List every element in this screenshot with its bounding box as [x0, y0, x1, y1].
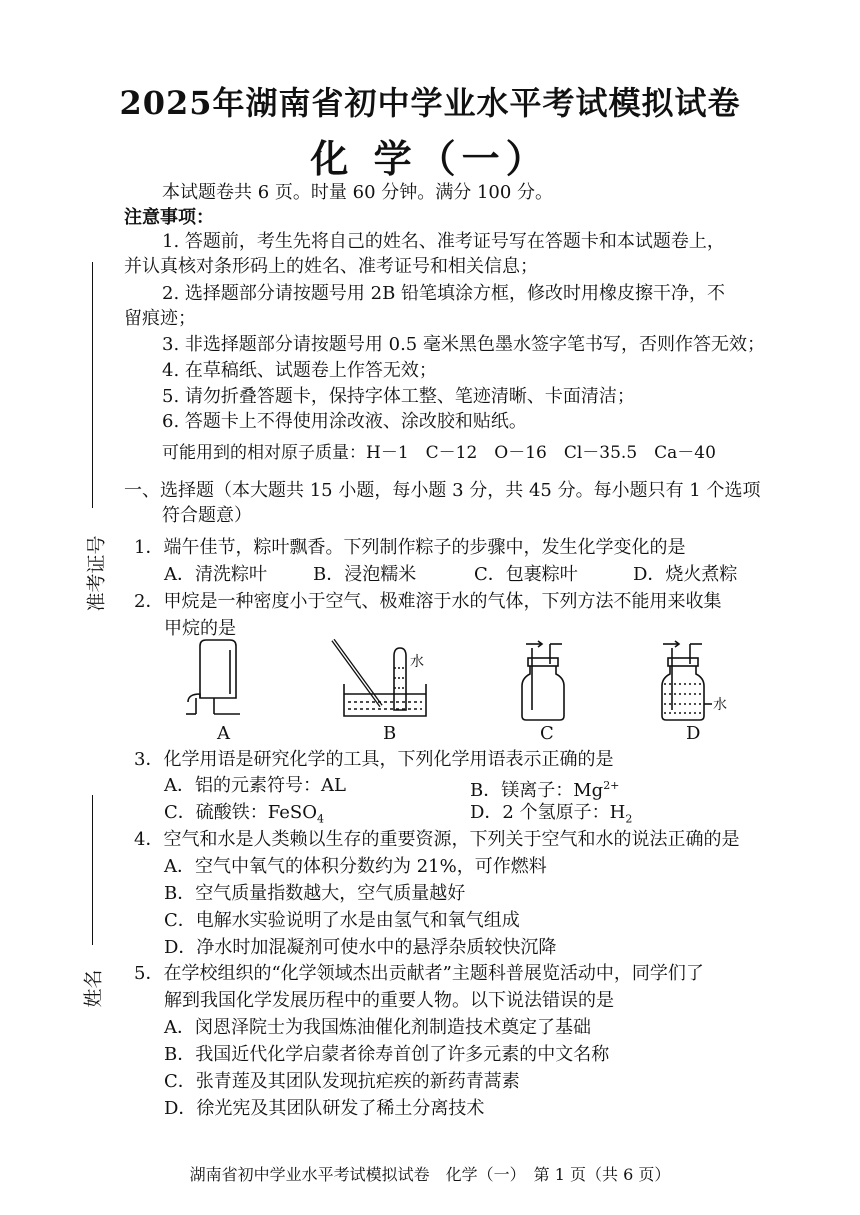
notice-item-6: 6. 答题卡上不得使用涂改液、涂改胶和贴纸。 [162, 411, 527, 432]
q1-option-c: C．包裹粽叶 [474, 564, 578, 585]
atomic-masses: 可能用到的相对原子质量：H－1 C－12 O－16 Cl－35.5 Ca－40 [162, 443, 716, 463]
q3-option-d: D．2 个氢原子：$H_2$ [470, 802, 633, 826]
notice-item-3: 3. 非选择题部分请按题号用 0.5 毫米黑色墨水签字笔书写，否则作答无效； [162, 334, 765, 355]
question-5-stem: 5．在学校组织的“化学领域杰出贡献者”主题科普展览活动中，同学们了 [134, 963, 704, 984]
notice-item-1: 1. 答题前，考生先将自己的姓名、准考证号写在答题卡和本试题卷上， [162, 231, 725, 252]
diagram-label-b: B [383, 723, 397, 744]
q4-option-d: D．净水时加混凝剂可使水中的悬浮杂质较快沉降 [164, 937, 557, 958]
h2-subscript: 2 [625, 812, 633, 826]
notice-heading: 注意事项： [124, 207, 214, 228]
notice-item-5: 5. 请勿折叠答题卡，保持字体工整、笔迹清晰、卡面清洁； [162, 386, 635, 407]
diagram-label-a: A [217, 723, 230, 744]
subject-title: 化 学（一） [310, 136, 550, 181]
gas-collection-diagrams [178, 638, 738, 743]
page-footer: 湖南省初中学业水平考试模拟试卷 化学（一） 第 1 页（共 6 页） [189, 1165, 671, 1184]
q4-option-c: C．电解水实验说明了水是由氢气和氧气组成 [164, 910, 520, 931]
diagram-label-d: D [686, 723, 701, 744]
q3-option-b: B．镁离子：$Mg^{2+}$ [470, 779, 620, 801]
apparatus-a-icon [186, 640, 240, 714]
q5-option-c: C．张青莲及其团队发现抗疟疾的新药青蒿素 [164, 1071, 520, 1092]
name-label: 姓名 [82, 969, 105, 1008]
notice-item-1-cont: 并认真核对条形码上的姓名、准考证号和相关信息； [124, 256, 538, 277]
q1-option-a: A．清洗粽叶 [164, 564, 267, 585]
q1-option-d: D．烧火煮粽 [633, 564, 738, 585]
diagram-label-c: C [540, 723, 554, 744]
b-water-label: 水 [410, 653, 424, 669]
apparatus-b-icon [333, 640, 426, 716]
mg-charge: 2+ [603, 779, 620, 792]
apparatus-c-icon [522, 641, 564, 720]
question-2-stem: 2．甲烷是一种密度小于空气、极难溶于水的气体，下列方法不能用来收集 [134, 591, 722, 612]
exam-info: 本试题卷共 6 页。时量 60 分钟。满分 100 分。 [162, 182, 554, 203]
notice-item-4: 4. 在草稿纸、试题卷上作答无效； [162, 360, 437, 381]
question-1-stem: 1．端午佳节，粽叶飘香。下列制作粽子的步骤中，发生化学变化的是 [134, 537, 686, 558]
q5-option-d: D．徐光宪及其团队研发了稀土分离技术 [164, 1098, 485, 1119]
section-heading-cont: 符合题意） [162, 505, 252, 526]
section-heading: 一、选择题（本大题共 15 小题，每小题 3 分，共 45 分。每小题只有 1 个选项 [124, 480, 761, 501]
apparatus-d-icon [662, 641, 712, 720]
q3-option-a: A．铝的元素符号：AL [164, 775, 346, 796]
exam-id-label: 准考证号 [85, 535, 108, 612]
sulfate-subscript: 4 [317, 812, 325, 826]
question-3-stem: 3．化学用语是研究化学的工具，下列化学用语表示正确的是 [134, 749, 614, 770]
q4-option-a: A．空气中氧气的体积分数约为 21%，可作燃料 [164, 856, 547, 877]
question-5-stem-cont: 解到我国化学发展历程中的重要人物。以下说法错误的是 [164, 990, 614, 1011]
q3-option-c: C．硫酸铁：FeSO$_4$ [164, 802, 325, 826]
notice-item-2-cont: 留痕迹； [124, 308, 196, 329]
question-4-stem: 4．空气和水是人类赖以生存的重要资源，下列关于空气和水的说法正确的是 [134, 829, 740, 850]
d-water-label: 水 [713, 696, 727, 712]
question-1-options [164, 563, 737, 587]
name-line [92, 795, 93, 945]
q1-option-b: B．浸泡糯米 [313, 564, 417, 585]
q5-option-b: B．我国近代化学启蒙者徐寿首创了许多元素的中文名称 [164, 1044, 610, 1065]
notice-item-2: 2. 选择题部分请按题号用 2B 铅笔填涂方框，修改时用橡皮擦干净，不 [162, 283, 726, 304]
q5-option-a: A．闵恩泽院士为我国炼油催化剂制造技术奠定了基础 [164, 1017, 591, 1038]
exam-id-line [92, 262, 93, 508]
document-title: 2025年湖南省初中学业水平考试模拟试卷 [119, 84, 741, 122]
question-2-stem-cont: 甲烷的是 [164, 618, 236, 639]
q4-option-b: B．空气质量指数越大，空气质量越好 [164, 883, 466, 904]
